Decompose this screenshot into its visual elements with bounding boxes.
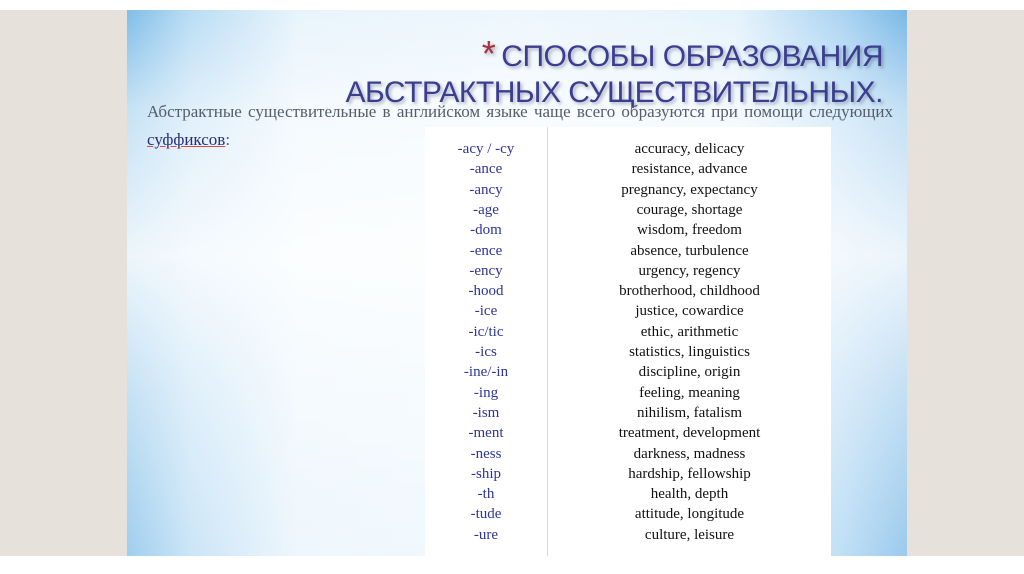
suffix-table (425, 127, 831, 556)
examples-cell: accuracy, delicacy (634, 141, 745, 157)
suffix-cell: -hood (468, 283, 504, 300)
table-row (425, 180, 831, 200)
table-row (425, 261, 831, 281)
title-star: * (481, 33, 496, 74)
table-row (425, 464, 831, 484)
table-row (425, 342, 831, 362)
slide (127, 10, 907, 556)
suffix-cell: -ship (471, 465, 501, 482)
suffix-cell: -age (473, 201, 499, 218)
suffix-cell: -ics (475, 344, 497, 360)
examples-cell: hardship, fellowship (628, 465, 751, 482)
table-row (425, 301, 831, 321)
table-row (425, 423, 831, 443)
examples-cell: justice, cowardice (635, 303, 744, 320)
intro-text: Абстрактные существительные в английском языке чаще всего образуются при помощи следующих (147, 102, 893, 121)
table-row (425, 362, 831, 382)
examples-cell: resistance, advance (631, 161, 748, 178)
suffix-cell: -ment (468, 425, 504, 442)
examples-cell: darkness, madness (633, 445, 746, 462)
examples-cell: absence, turbulence (630, 242, 749, 259)
table-row (425, 159, 831, 179)
examples-cell: statistics, linguistics (629, 344, 750, 360)
table-row (425, 444, 831, 464)
table-row (425, 484, 831, 504)
title-text: СПОСОБЫ ОБРАЗОВАНИЯ АБСТРАКТНЫХ СУЩЕСТВИТЕЛЬНЫХ. (345, 40, 883, 109)
examples-cell: health, depth (650, 486, 729, 503)
suffix-cell: -ine/-in (463, 364, 509, 381)
suffix-cell: -ance (469, 161, 503, 178)
table-row (425, 200, 831, 220)
suffix-cell: -ency (469, 262, 503, 279)
suffix-cell: -ence (469, 242, 503, 259)
suffix-cell: -ic/tic (468, 323, 504, 340)
examples-cell: nihilism, fatalism (637, 404, 742, 421)
table-row (425, 220, 831, 240)
suffix-cell: -ice (474, 303, 498, 320)
suffix-cell: -ancy (469, 181, 503, 198)
suffix-cell: -ness (470, 445, 502, 462)
examples-cell: brotherhood, childhood (619, 283, 760, 300)
table-row (425, 383, 831, 403)
suffix-cell: -ing (473, 384, 499, 401)
suffix-cell: -ure (473, 526, 499, 543)
examples-cell: treatment, development (618, 425, 761, 442)
examples-cell: urgency, regency (638, 262, 741, 279)
intro-highlight: суффиксов (147, 130, 226, 149)
top-border (0, 0, 1024, 10)
suffix-cell: -dom (470, 222, 502, 239)
table-row (425, 504, 831, 524)
table-row (425, 139, 831, 159)
suffix-cell: -tude (470, 506, 502, 523)
table-row (425, 525, 831, 545)
examples-cell: feeling, meaning (639, 384, 740, 401)
bottom-border (0, 556, 1024, 574)
examples-cell: courage, shortage (636, 201, 743, 218)
examples-cell: culture, leisure (644, 526, 735, 543)
table-row (425, 403, 831, 423)
examples-cell: wisdom, freedom (637, 222, 742, 239)
table-row (425, 241, 831, 261)
intro-end: : (225, 130, 231, 149)
suffix-cell: -ism (472, 404, 500, 421)
examples-cell: ethic, arithmetic (640, 323, 739, 340)
examples-cell: pregnancy, expectancy (621, 181, 758, 198)
examples-cell: attitude, longitude (634, 506, 745, 523)
table-row (425, 322, 831, 342)
suffix-cell: -acy / -cy (457, 141, 515, 157)
table-row (425, 281, 831, 301)
examples-cell: discipline, origin (638, 364, 741, 381)
suffix-cell: -th (477, 486, 495, 503)
